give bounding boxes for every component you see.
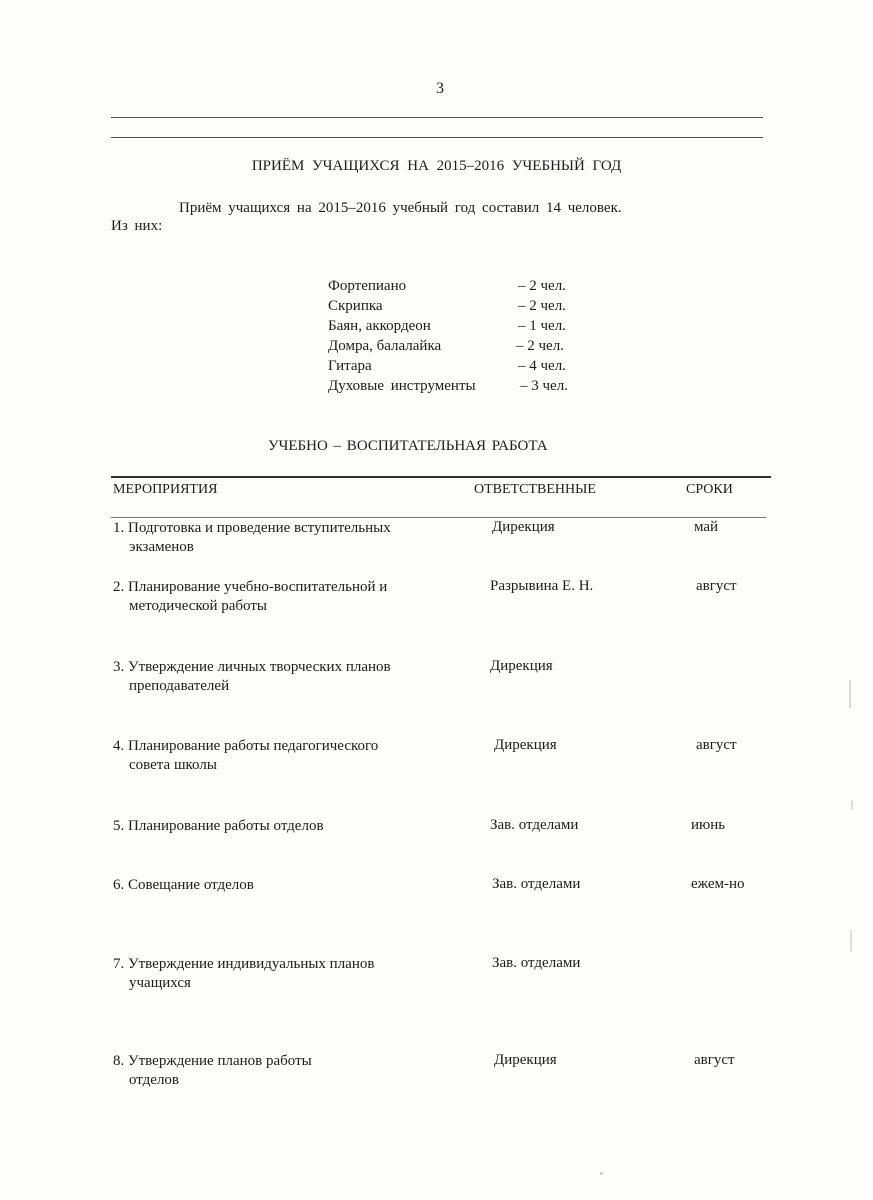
event-description (113, 519, 463, 557)
responsible-cell: Дирекция (490, 658, 553, 674)
responsible-cell: Дирекция (494, 1052, 557, 1068)
student-count: – 4 чел. (518, 358, 566, 374)
enrollment-heading: ПРИЁМ УЧАЩИХСЯ НА 2015–2016 УЧЕБНЫЙ ГОД (251, 158, 622, 174)
responsible-cell: Дирекция (492, 519, 555, 535)
instrument-name: Гитара (328, 358, 372, 374)
column-header-responsible: ОТВЕТСТВЕННЫЕ (474, 482, 596, 497)
header-rule-top (111, 117, 763, 118)
work-heading: УЧЕБНО – ВОСПИТАТЕЛЬНАЯ РАБОТА (268, 438, 548, 454)
student-count: – 2 чел. (518, 298, 566, 314)
responsible-cell: Зав. отделами (492, 955, 581, 971)
scan-speck (600, 1172, 603, 1175)
student-count: – 3 чел. (520, 378, 568, 394)
instrument-name: Фортепиано (328, 278, 407, 294)
responsible-cell: Зав. отделами (492, 876, 581, 892)
table-header-rule (111, 517, 766, 518)
event-description (113, 817, 463, 836)
enrollment-intro: Приём учащихся на 2015–2016 учебный год составил 14 человек. (179, 200, 622, 216)
instrument-name: Баян, аккордеон (328, 318, 431, 334)
event-description (113, 955, 463, 993)
instrument-name: Духовые инструменты (328, 378, 476, 394)
date-cell: июнь (691, 817, 726, 833)
event-line: 7. Утверждение индивидуальных планов (113, 956, 375, 972)
instrument-name: Скрипка (328, 298, 383, 314)
scan-speck (850, 930, 852, 952)
event-line: 6. Совещание отделов (113, 877, 254, 893)
column-header-events: МЕРОПРИЯТИЯ (113, 482, 218, 497)
event-line-continued: совета школы (129, 757, 217, 773)
event-line: 8. Утверждение планов работы (113, 1053, 312, 1069)
student-count: – 2 чел. (518, 278, 566, 294)
event-description (113, 578, 463, 616)
header-rule-bottom (111, 137, 763, 138)
event-description (113, 658, 463, 696)
event-description (113, 1052, 463, 1090)
event-line-continued: экзаменов (129, 539, 194, 555)
student-count: – 2 чел. (516, 338, 564, 354)
event-line: 1. Подготовка и проведение вступительных (113, 520, 391, 536)
date-cell: август (694, 1052, 735, 1068)
column-header-dates: СРОКИ (686, 482, 733, 497)
student-count: – 1 чел. (518, 318, 566, 334)
event-description (113, 737, 463, 775)
event-line: 4. Планирование работы педагогического (113, 738, 379, 754)
event-line-continued: методической работы (129, 598, 267, 614)
responsible-cell: Дирекция (494, 737, 557, 753)
date-cell: ежем-но (691, 876, 745, 892)
enrollment-intro-continuation: Из них: (111, 218, 163, 234)
scan-speck (851, 800, 853, 810)
responsible-cell: Разрывина Е. Н. (490, 578, 594, 594)
responsible-cell: Зав. отделами (490, 817, 579, 833)
event-description (113, 876, 463, 895)
event-line-continued: отделов (129, 1072, 180, 1088)
instrument-name: Домра, балалайка (328, 338, 442, 354)
page-number: 3 (436, 80, 444, 97)
event-line: 2. Планирование учебно-воспитательной и (113, 579, 388, 595)
event-line-continued: учащихся (129, 975, 191, 991)
scan-speck (849, 680, 851, 708)
table-top-rule (111, 476, 771, 478)
date-cell: август (696, 578, 737, 594)
event-line: 5. Планирование работы отделов (113, 818, 324, 834)
event-line: 3. Утверждение личных творческих планов (113, 659, 391, 675)
date-cell: август (696, 737, 737, 753)
date-cell: май (694, 519, 719, 535)
event-line-continued: преподавателей (129, 678, 230, 694)
